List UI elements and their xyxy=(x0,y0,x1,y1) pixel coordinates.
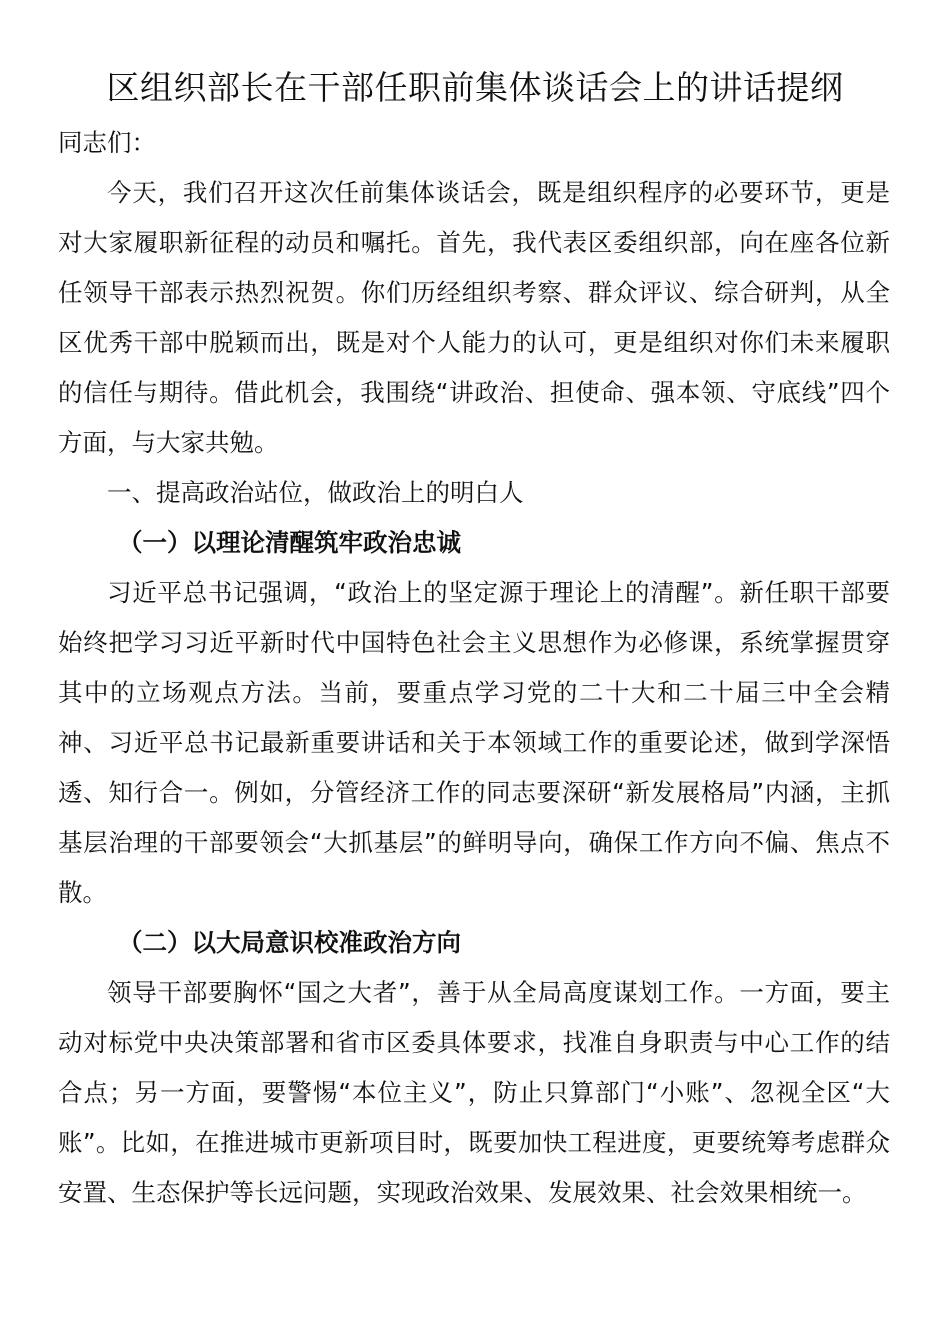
salutation: 同志们： xyxy=(58,128,156,157)
subsection-1-heading: （一）以理论清醒筑牢政治忠诚 xyxy=(118,528,461,557)
intro-paragraph: 今天，我们召开这次任前集体谈话会，既是组织程序的必要环节，更是对大家履职新征程的动员和嘱托。首先，我代表区委组织部，向在座各位新任领导干部表示热烈祝贺。你们历经组织考察、群众评议、综合研判，从全区优秀干部中脱颖而出，既是对个人能力的认可，更是组织对你们未来履职的信任与期待。借此机会，我围绕“讲政治、担使命、强本领、守底线”四个方面，与大家共勉。 xyxy=(58,178,890,457)
document-title: 区组织部长在干部任职前集体谈话会上的讲话提纲 xyxy=(106,68,844,107)
section-1-heading: 一、提高政治站位，做政治上的明白人 xyxy=(107,478,524,507)
document-body xyxy=(58,118,890,1218)
subsection-2-paragraph: 领导干部要胸怀“国之大者”，善于从全局高度谋划工作。一方面，要主动对标党中央决策部署和省市区委具体要求，找准自身职责与中心工作的结合点；另一方面，要警惕“本位主义”，防止只算部门“小账”、忽视全区“大账”。比如，在推进城市更新项目时，既要加快工程进度，更要统筹考虑群众安置、生态保护等长远问题，实现政治效果、发展效果、社会效果相统一。 xyxy=(58,978,890,1207)
subsection-2-heading: （二）以大局意识校准政治方向 xyxy=(118,928,461,957)
subsection-1-paragraph: 习近平总书记强调，“政治上的坚定源于理论上的清醒”。新任职干部要始终把学习习近平新时代中国特色社会主义思想作为必修课，系统掌握贯穿其中的立场观点方法。当前，要重点学习党的二十大和二十届三中全会精神、习近平总书记最新重要讲话和关于本领域工作的重要论述，做到学深悟透、知行合一。例如，分管经济工作的同志要深研“新发展格局”内涵，主抓基层治理的干部要领会“大抓基层”的鲜明导向，确保工作方向不偏、焦点不散。 xyxy=(58,578,890,907)
